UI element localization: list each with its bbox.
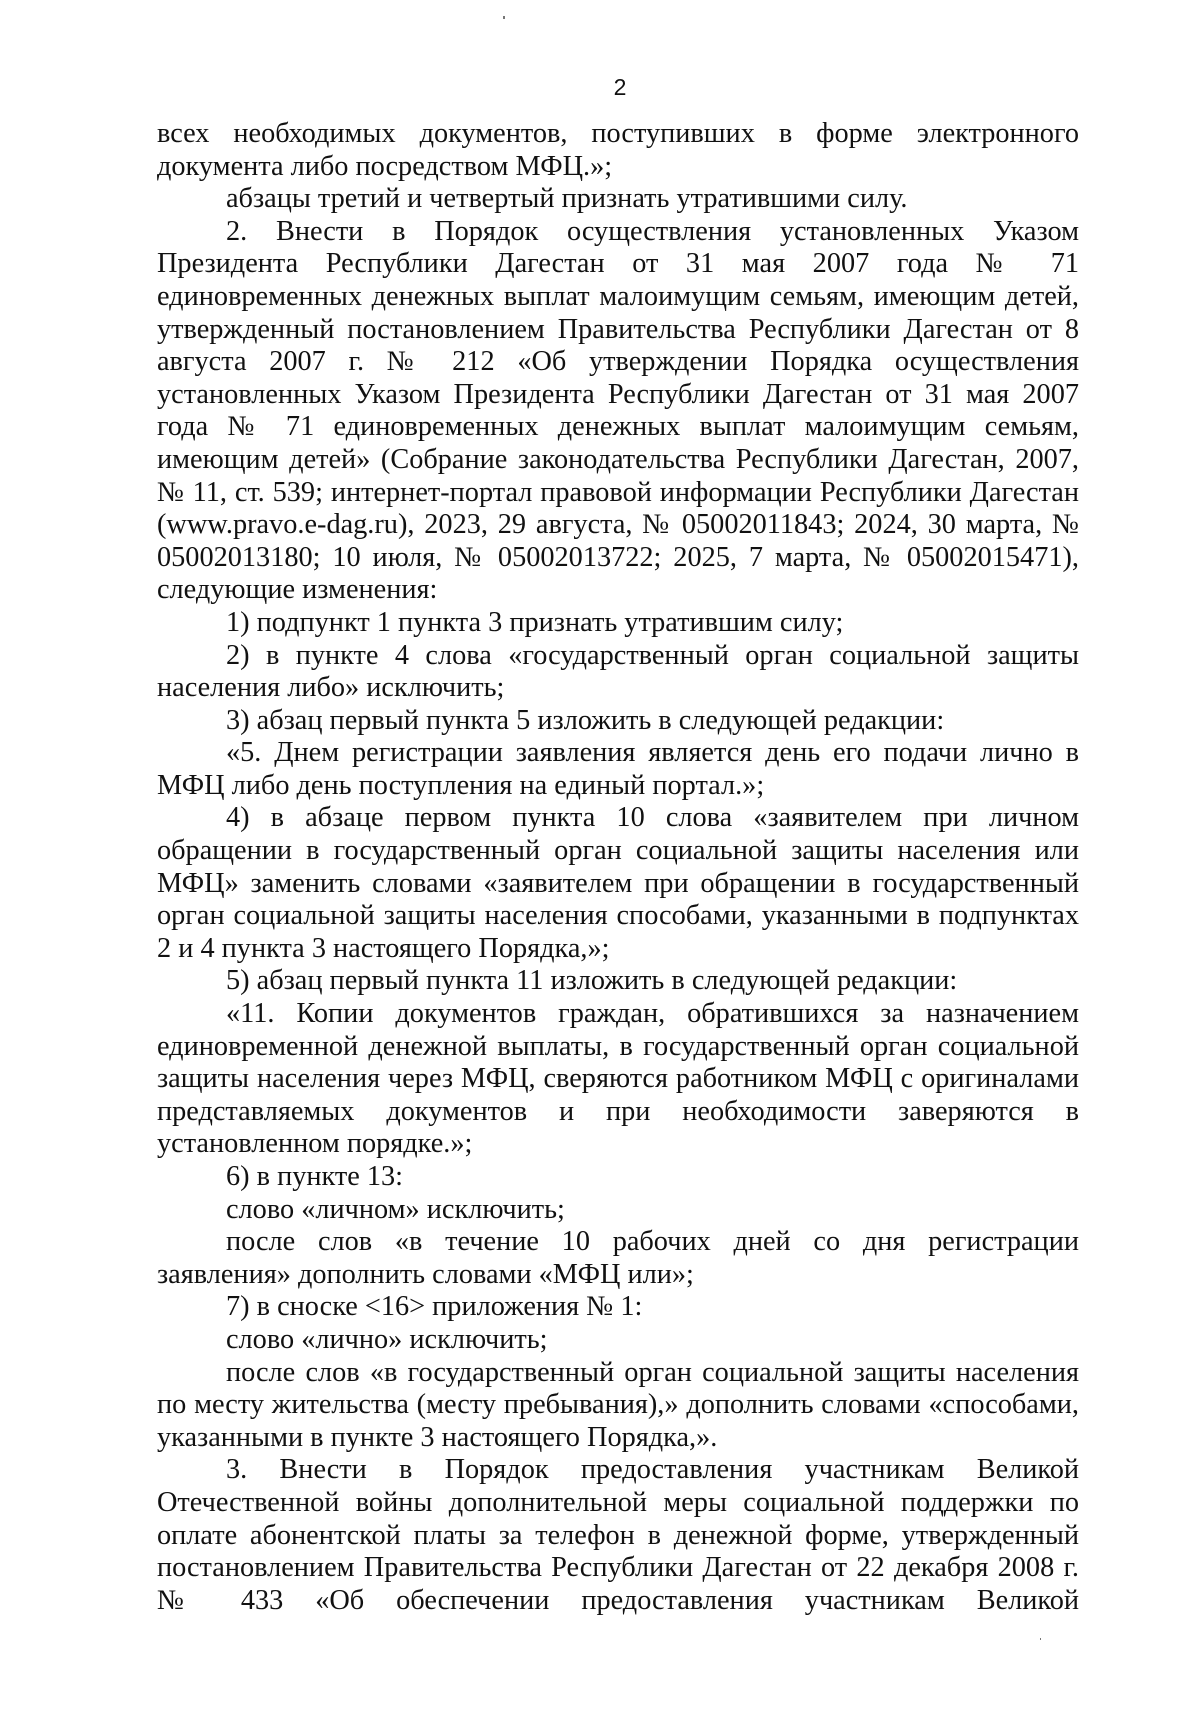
scan-speck <box>503 16 505 19</box>
paragraph-item-2: 2. Внести в Порядок осуществления установленных Указом Президента Республики Дагестан от 31 мая 2007 года № 71 единовременных денежных выплат малоимущим семьям, имеющим детей, утвержденный постановлением Правительства Республики Дагестан от 8 августа 2007 г. № 212 «Об утверждении Порядка осуществления установленных Указом Президента Республики Дагестан от 31 мая 2007 года № 71 единовременных денежных выплат малоимущим семьям, имеющим детей» (Собрание законодательства Республики Дагестан, 2007, № 11, ст. 539; интернет-портал правовой информации Республики Дагестан (www.pravo.e-dag.ru), 2023, 29 августа, № 05002011843; 2024, 30 марта, № 05002013180; 10 июля, № 05002013722; 2025, 7 марта, № 05002015471), следующие изменения: <box>157 215 1079 606</box>
paragraph-quote-11: «11. Копии документов граждан, обратившихся за назначением единовременной денежной выплаты, в государственный орган социальной защиты населения через МФЦ, сверяются работником МФЦ с оригиналами представляемых документов и при необходимости заверяются в установленном порядке.»; <box>157 998 1079 1160</box>
paragraph-word-lichnom: слово «личном» исключить; <box>226 1193 565 1225</box>
paragraph-item-3: 3. Внести в Порядок предоставления участникам Великой Отечественной войны дополнительной меры социальной поддержки по оплате абонентской платы за телефон в денежной форме, утвержденный постановлением Правительства Республики Дагестан от 22 декабря 2008 г. № 433 «Об обеспечении предоставления участникам Великой <box>157 1454 1079 1616</box>
paragraph-word-lichno: слово «лично» исключить; <box>226 1323 548 1355</box>
paragraph-subitem-5: 5) абзац первый пункта 11 изложить в следующей редакции: <box>226 965 958 997</box>
paragraph-after-words-10-days: после слов «в течение 10 рабочих дней со дня регистрации заявления» дополнить словами «МФЦ или»; <box>157 1226 1079 1290</box>
paragraph-subitem-2: 2) в пункте 4 слова «государственный орган социальной защиты населения либо» исключить; <box>157 639 1079 704</box>
paragraph-continuation: всех необходимых документов, поступивших в форме электронного документа либо посредством МФЦ.»; <box>157 118 1079 182</box>
paragraph-subitem-4: 4) в абзаце первом пункта 10 слова «заявителем при личном обращении в государственный орган социальной защиты населения или МФЦ» заменить словами «заявителем при обращении в государственный орган социальной защиты населения способами, указанными в подпунктах 2 и 4 пункта 3 настоящего Порядка,»; <box>157 802 1079 964</box>
document-body <box>157 118 1079 1617</box>
paragraph-subitem-6: 6) в пункте 13: <box>226 1161 404 1192</box>
paragraph-quote-5: «5. Днем регистрации заявления является день его подачи лично в МФЦ либо день поступления на единый портал.»; <box>157 737 1079 801</box>
paragraph-after-words-organ: после слов «в государственный орган социальной защиты населения по месту жительства (месту пребывания),» дополнить словами «способами, указанными в пункте 3 настоящего Порядка,». <box>157 1356 1079 1453</box>
page-number: 2 <box>613 74 627 100</box>
paragraph-subitem-7: 7) в сноске <16> приложения № 1: <box>226 1291 643 1323</box>
paragraph-subitem-1: 1) подпункт 1 пункта 3 признать утратившим силу; <box>226 606 844 638</box>
paragraph-abzacy-void: абзацы третий и четвертый признать утратившими силу. <box>226 183 908 215</box>
scan-speck <box>1040 1638 1041 1640</box>
paragraph-subitem-3: 3) абзац первый пункта 5 изложить в следующей редакции: <box>226 704 945 736</box>
